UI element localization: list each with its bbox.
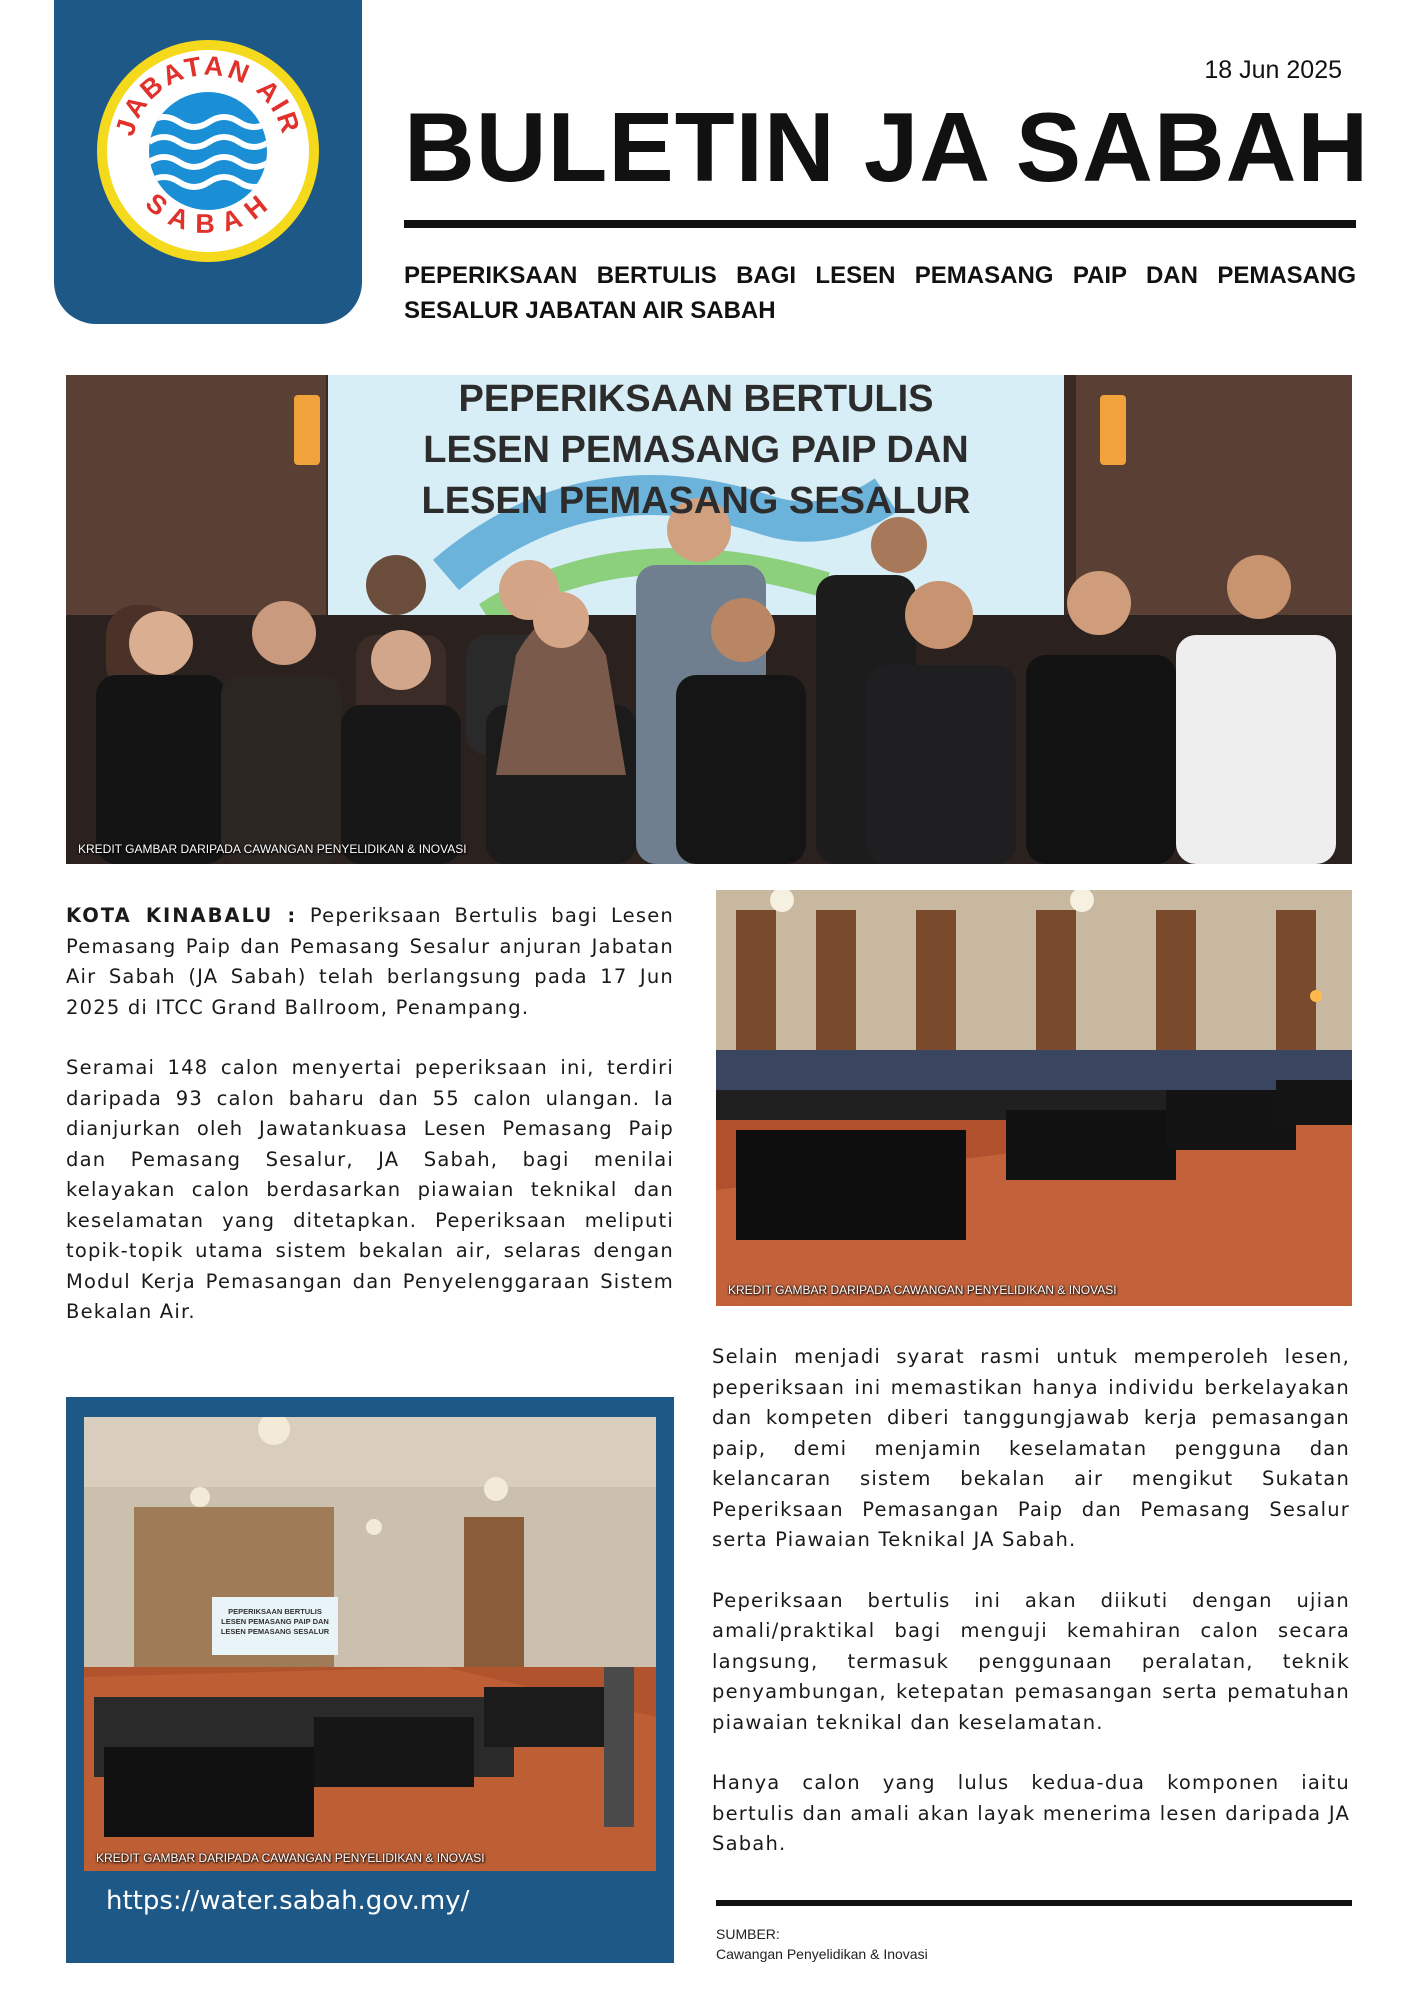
ballroom-photo	[84, 1417, 656, 1871]
source-value: Cawangan Penyelidikan & Inovasi	[716, 1946, 928, 1962]
group-photo	[66, 375, 1352, 864]
logo-top-text: JABATAN AIR	[109, 50, 307, 140]
publication-date: 18 Jun 2025	[1204, 56, 1342, 84]
dateline-location: KOTA KINABALU :	[66, 904, 298, 927]
logo-bottom-text: SABAH	[140, 187, 276, 239]
article-paragraph	[66, 901, 674, 1023]
banner-line-1: PEPERIKSAAN BERTULIS	[458, 378, 934, 420]
article-left-column	[66, 901, 674, 1358]
banner-line-2: LESEN PEMASANG PAIP DAN	[423, 429, 969, 471]
article-paragraph: Seramai 148 calon menyertai peperiksaan ini, terdiri daripada 93 calon baharu dan 55 calon ulangan. Ia dianjurkan oleh Jawatankuasa Lesen Pemasang Paip dan Pemasang Sesalur, JA Sabah, bagi menilai kelayakan calon berdasarkan piawaian teknikal dan keselamatan yang ditetapkan. Peperiksaan meliputi topik-topik utama sistem bekalan air, selaras dengan Modul Kerja Pemasangan dan Penyelenggaraan Sistem Bekalan Air.	[66, 1056, 674, 1323]
svg-text:JABATAN AIR	[110, 50, 307, 139]
svg-text:SABAH	[140, 187, 276, 239]
source-label: SUMBER:	[716, 1926, 780, 1942]
jabatan-air-sabah-logo	[97, 40, 319, 262]
website-link[interactable]: https://water.sabah.gov.my/	[106, 1886, 470, 1916]
banner-line-3: LESEN PEMASANG SESALUR	[421, 480, 971, 522]
article-headline: PEPERIKSAAN BERTULIS BAGI LESEN PEMASANG PAIP DAN PEMASANG SESALUR JABATAN AIR SABAH	[404, 262, 1356, 324]
photo-credit: KREDIT GAMBAR DARIPADA CAWANGAN PENYELIDIKAN & INOVASI	[78, 842, 467, 856]
screen-line-1: PEPERIKSAAN BERTULIS	[228, 1607, 322, 1616]
photo-credit: KREDIT GAMBAR DARIPADA CAWANGAN PENYELIDIKAN & INOVASI	[96, 1851, 485, 1865]
source-divider	[716, 1900, 1352, 1906]
article-paragraph: Peperiksaan bertulis ini akan diikuti dengan ujian amali/praktikal bagi menguji kemahiran calon secara langsung, termasuk penggunaan peralatan, teknik penyambungan, ketepatan pemasangan serta pematuhan piawaian teknikal dan keselamatan.	[712, 1588, 1350, 1734]
paragraph-text: Peperiksaan Bertulis bagi Lesen Pemasang Paip dan Pemasang Sesalur anjuran Jabatan Air Sabah (JA Sabah) telah berlangsung pada 17 Jun 2025 di ITCC Grand Ballroom, Penampang.	[66, 904, 674, 1019]
page-title: BULETIN JA SABAH	[404, 92, 1370, 202]
article-paragraph: Hanya calon yang lulus kedua-dua komponen iaitu bertulis dan amali akan layak menerima lesen daripada JA Sabah.	[712, 1771, 1350, 1855]
screen-line-3: LESEN PEMASANG SESALUR	[220, 1627, 330, 1636]
article-paragraph: Selain menjadi syarat rasmi untuk memperoleh lesen, peperiksaan ini memastikan hanya individu berkelayakan dan kompeten diberi tanggungjawab kerja pemasangan paip, demi menjamin keselamatan pengguna dan kelancaran sistem bekalan air mengikut Sukatan Peperiksaan Pemasangan Paip dan Pemasang Sesalur serta Piawaian Teknikal JA Sabah.	[712, 1345, 1350, 1551]
photo-credit: KREDIT GAMBAR DARIPADA CAWANGAN PENYELIDIKAN & INOVASI	[728, 1283, 1117, 1297]
screen-line-2: LESEN PEMASANG PAIP DAN	[221, 1617, 329, 1626]
exam-hall-photo	[716, 890, 1352, 1306]
title-divider	[404, 220, 1356, 228]
article-right-column	[712, 1342, 1350, 1890]
